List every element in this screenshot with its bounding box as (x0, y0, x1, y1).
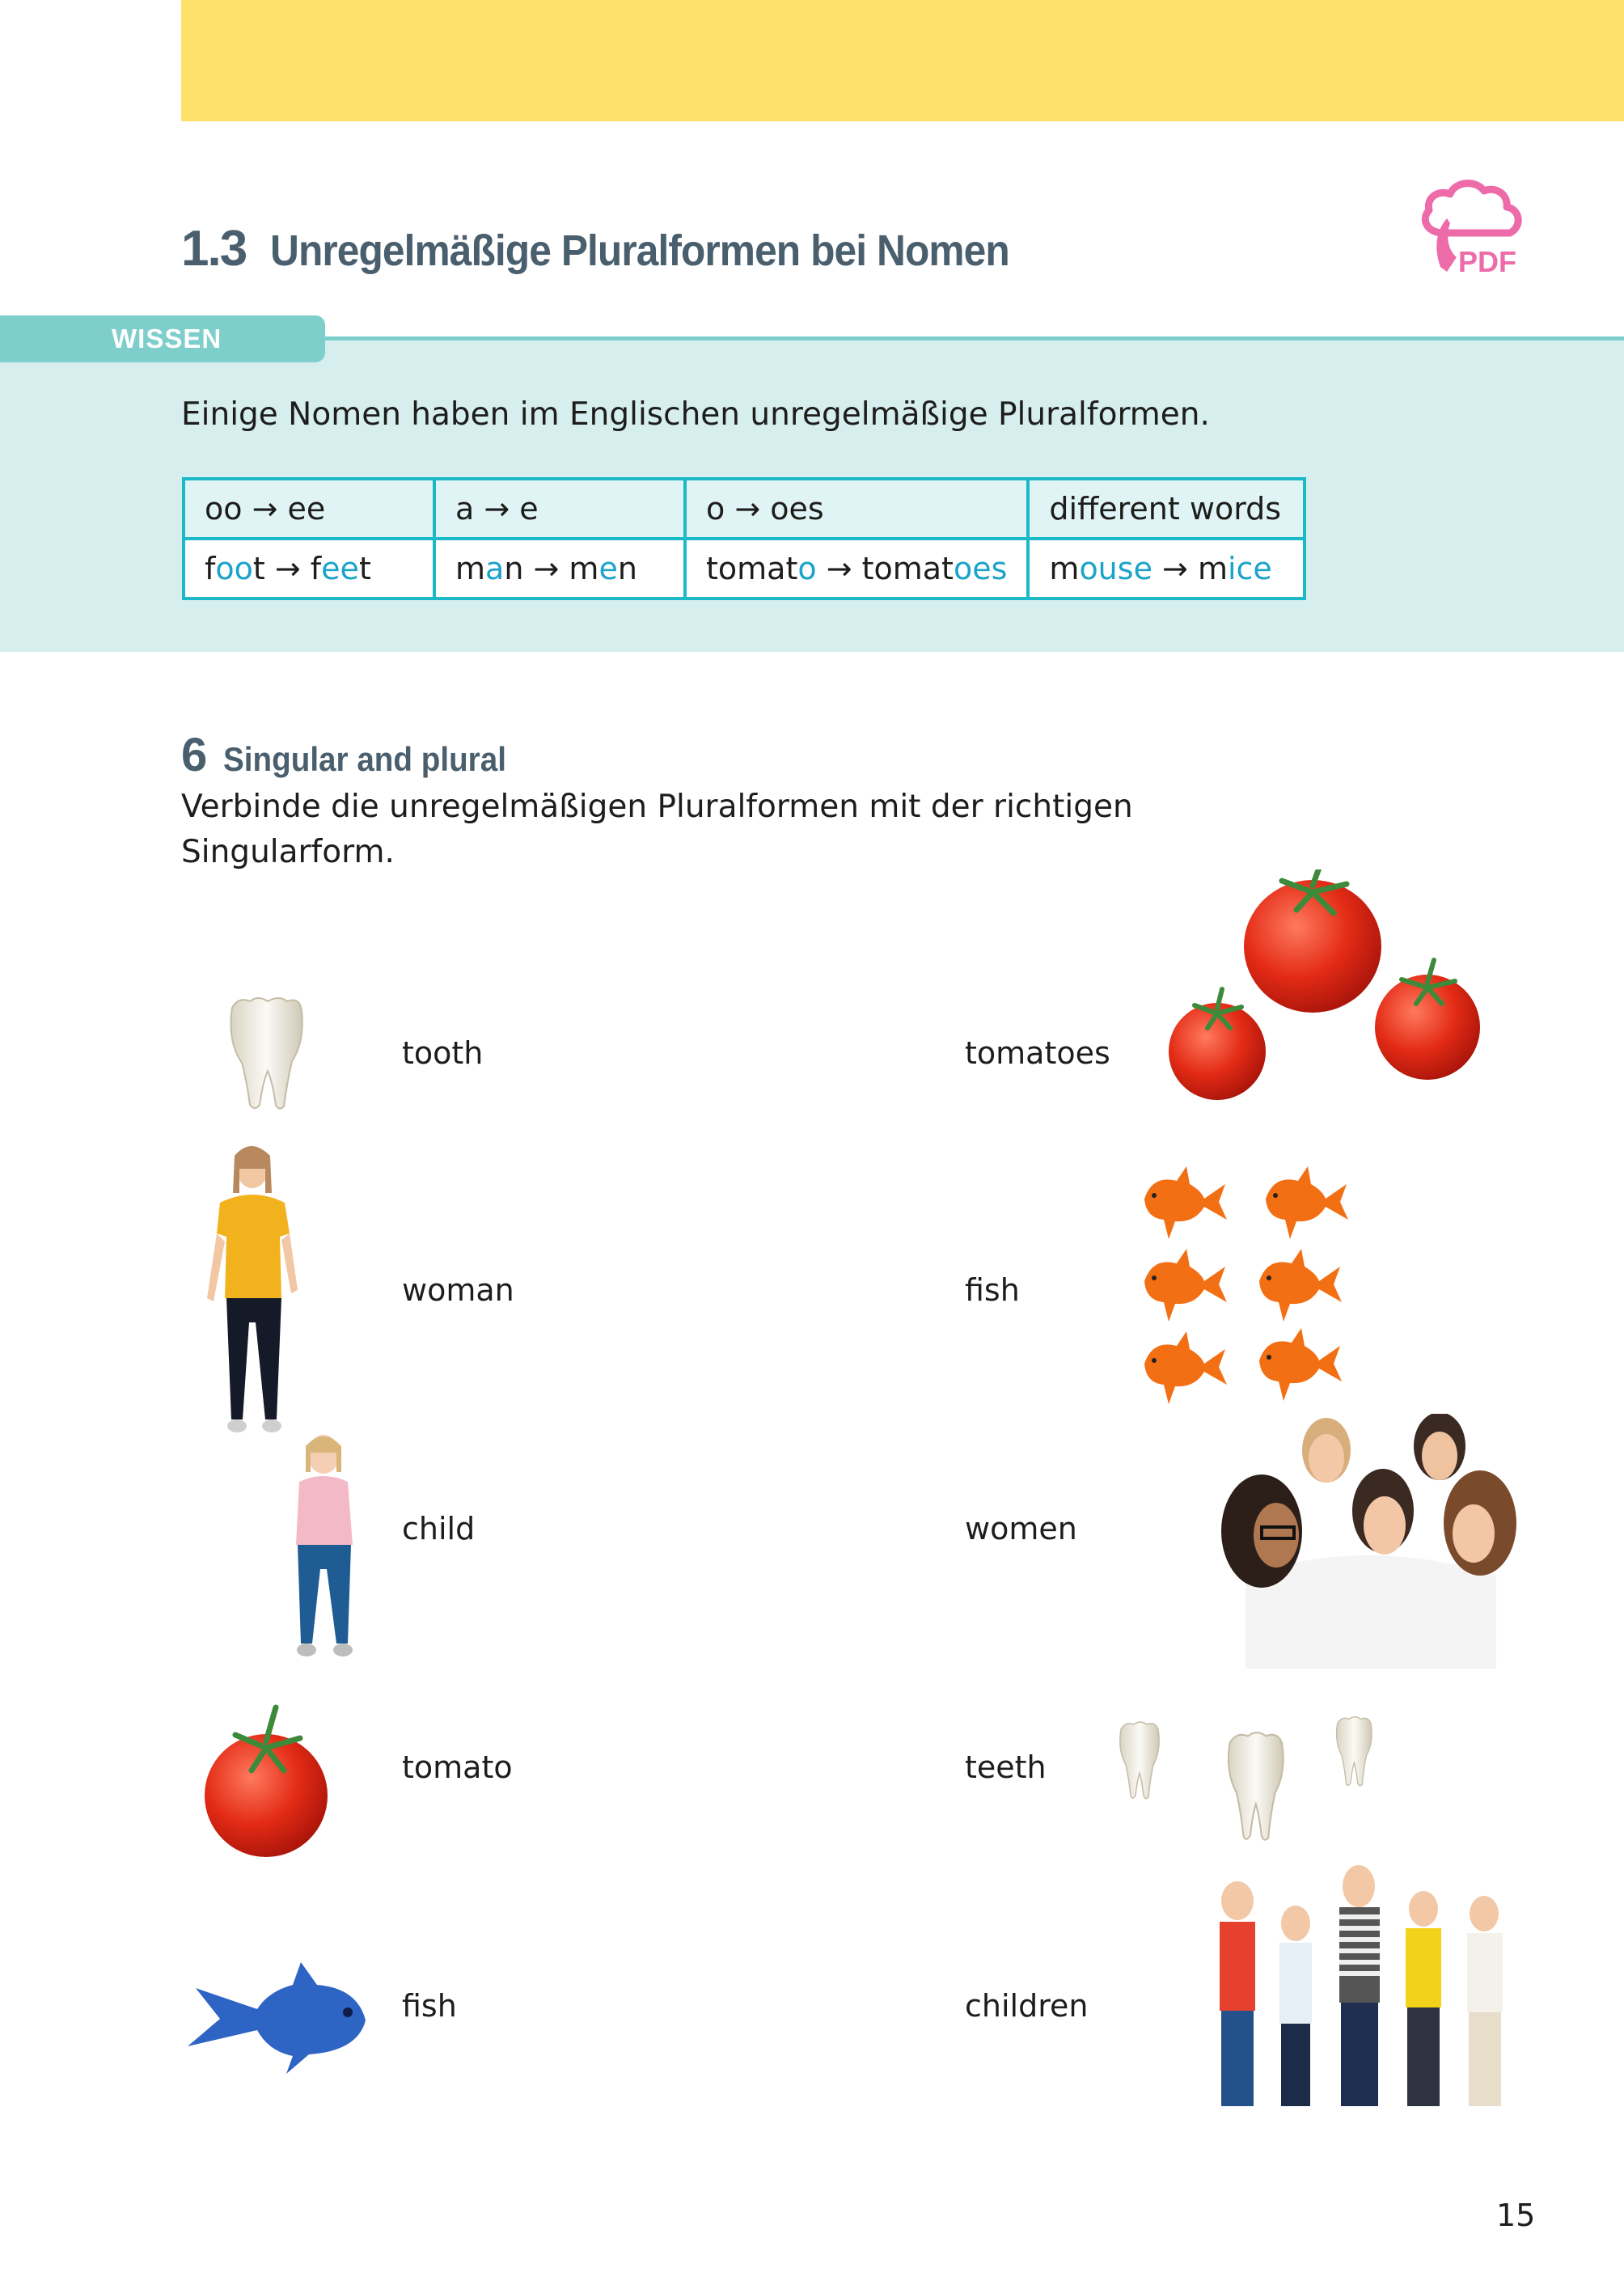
wissen-intro: Einige Nomen haben im Englischen unregelmäßige Pluralformen. (181, 396, 1210, 433)
example-text: n (617, 551, 637, 586)
exercise-heading (181, 728, 531, 782)
table-header-cell: different words (1028, 479, 1305, 539)
example-text: t (358, 551, 371, 586)
women-group-photo (1213, 1414, 1533, 1669)
wissen-tab (0, 315, 325, 362)
example-highlight: ouse (1079, 551, 1152, 586)
example-text: f (205, 551, 216, 586)
left-word-woman[interactable]: woman (402, 1272, 514, 1308)
example-highlight: ee (321, 551, 359, 586)
left-word-tooth[interactable]: tooth (402, 1035, 484, 1071)
children-group-photo (1205, 1860, 1529, 2119)
pdf-label: PDF (1458, 245, 1516, 277)
table-header-cell: a → e (434, 479, 685, 539)
right-word-fish[interactable]: fish (965, 1272, 1020, 1308)
tomatoes-icon (1161, 869, 1484, 1104)
exercise-instruction: Verbinde die unregelmäßigen Pluralformen mit der richtigen Singularform. (181, 789, 1133, 870)
table-example-cell (434, 539, 685, 599)
table-example-row (184, 539, 1305, 599)
wissen-divider (307, 336, 1624, 341)
example-text: tomat (706, 551, 798, 586)
blue-fish-icon (180, 1956, 374, 2077)
table-example-cell (685, 539, 1028, 599)
right-word-tomatoes[interactable]: tomatoes (965, 1035, 1110, 1071)
exercise-title: Singular and plural (223, 740, 507, 778)
tomato-icon (198, 1703, 336, 1864)
example-text: m (1049, 551, 1080, 586)
table-example-cell (184, 539, 434, 599)
table-example-cell (1028, 539, 1305, 599)
example-text: → tomat (816, 551, 954, 586)
example-text: n → m (504, 551, 599, 586)
section-heading (181, 220, 1073, 277)
section-number: 1.3 (181, 221, 247, 277)
child-photo (283, 1424, 380, 1666)
left-word-child[interactable]: child (402, 1511, 476, 1546)
top-banner (181, 0, 1624, 121)
tooth-icon (222, 993, 311, 1115)
woman-photo (202, 1136, 311, 1436)
example-highlight: oo (215, 551, 253, 586)
example-highlight: oes (953, 551, 1008, 586)
right-word-children[interactable]: children (965, 1988, 1089, 2024)
left-word-tomato[interactable]: tomato (402, 1749, 513, 1785)
example-highlight: e (598, 551, 618, 586)
page-number: 15 (1496, 2198, 1536, 2233)
goldfish-group-icon (1136, 1158, 1387, 1409)
teeth-icon (1116, 1715, 1391, 1844)
wissen-tab-label: WISSEN (112, 324, 222, 353)
example-highlight: a (485, 551, 505, 586)
table-header-cell: oo → ee (184, 479, 434, 539)
section-title: Unregelmäßige Pluralformen bei Nomen (270, 226, 1009, 275)
example-text: → m (1152, 551, 1228, 586)
plural-rules-table (182, 477, 1306, 600)
example-text: t → f (252, 551, 322, 586)
table-header-row (184, 479, 1305, 539)
example-highlight: ice (1227, 551, 1272, 586)
example-text: m (455, 551, 486, 586)
right-word-women[interactable]: women (965, 1511, 1077, 1546)
example-highlight: o (797, 551, 817, 586)
right-word-teeth[interactable]: teeth (965, 1749, 1047, 1785)
table-header-cell: o → oes (685, 479, 1028, 539)
pdf-download-icon[interactable] (1411, 176, 1529, 277)
left-word-fish[interactable]: fish (402, 1988, 457, 2024)
exercise-number: 6 (181, 729, 208, 781)
